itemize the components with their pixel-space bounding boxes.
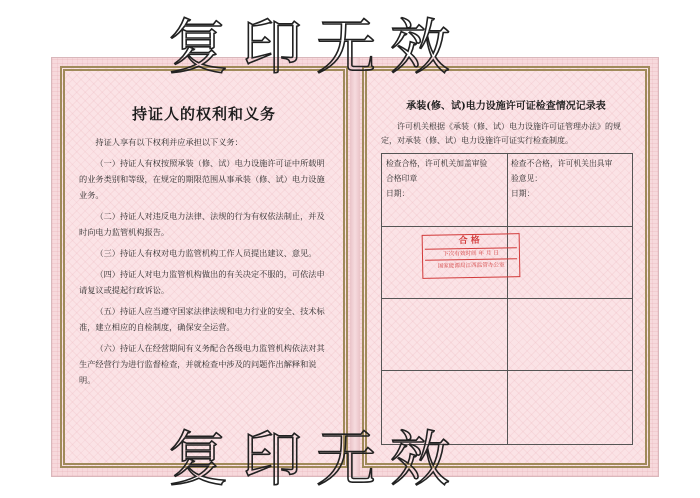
paragraph: （五）持证人应当遵守国家法律法规和电力行业的安全、技术标准，建立相应的自检制度，确保安全运营。	[79, 306, 325, 332]
fail-cell-line: 验意见：	[511, 174, 543, 183]
left-page-title: 持证人的权利和义务	[131, 105, 276, 123]
paragraph: （一）持证人有权按照承装（修、试）电力设施许可证中所载明的业务类别和等级，在规定的期限范围从事承装（修、试）电力设施业务。	[79, 158, 325, 200]
rights-duties-text	[65, 134, 343, 388]
left-page	[60, 66, 348, 468]
watermark-top: 复印无效	[168, 13, 464, 83]
right-page-title: 承装(修、试)电力设施许可证检查情况记录表	[406, 101, 606, 112]
pass-cell-date: 日期：	[386, 189, 410, 198]
inspection-intro: 许可机关根据《承装（修、试）电力设施许可证管理办法》的规定，对承装（修、试）电力设施许可证实行检查制度。	[381, 122, 621, 145]
inspection-record-table	[381, 153, 633, 445]
table-divider	[507, 154, 508, 444]
watermark-bottom: 复印无效	[168, 425, 464, 495]
paragraph: 持证人享有以下权利并应承担以下义务：	[95, 137, 243, 147]
paragraph: （四）持证人对电力监管机构做出的有关决定不服的，可依法申请复议或提起行政诉讼。	[79, 269, 325, 295]
paragraph: （六）持证人在经营期间有义务配合各级电力监管机构依法对其生产经营行为进行监督检查，并就检查中涉及的问题作出解释和说明。	[79, 343, 325, 385]
right-page	[362, 66, 650, 468]
pass-cell-line: 合格印章	[386, 174, 418, 183]
pass-cell-header	[386, 156, 504, 201]
approval-stamp	[422, 233, 521, 279]
stamp-organization: 国家能源局江西监管办公室	[437, 262, 505, 270]
paragraph: （三）持证人有权对电力监管机构工作人员提出建议、意见。	[95, 248, 317, 258]
fail-cell-date: 日期：	[511, 189, 535, 198]
stamp-title: 合格	[458, 235, 483, 247]
table-row-divider	[382, 226, 632, 227]
pass-cell-line: 检查合格，许可机关加盖审验	[386, 159, 488, 168]
table-row-divider	[382, 370, 632, 371]
stamp-date: 下次有效时间 年 月 日	[425, 247, 517, 261]
fail-cell-line: 检查不合格，许可机关出具审	[511, 159, 613, 168]
table-row-divider	[382, 298, 632, 299]
paragraph: （二）持证人对违反电力法律、法规的行为有权依法制止，并及时向电力监管机构报告。	[79, 211, 325, 237]
fail-cell-header	[511, 156, 629, 201]
